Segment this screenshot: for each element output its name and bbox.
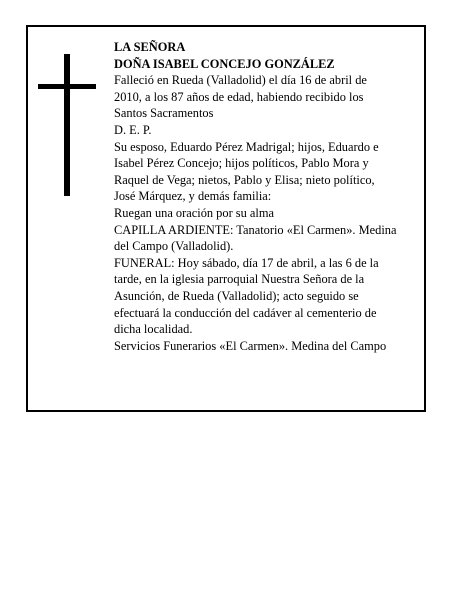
funeral-line: FUNERAL: Hoy sábado, día 17 de abril, a las 6 de la xyxy=(114,255,379,270)
notice-heading: LA SEÑORA xyxy=(114,40,186,54)
death-details-line: Santos Sacramentos xyxy=(114,106,214,121)
chapel-line: CAPILLA ARDIENTE: Tanatorio «El Carmen». Medina xyxy=(114,222,397,237)
rip-line: D. E. P. xyxy=(114,122,152,137)
cross-icon xyxy=(64,54,70,196)
funeral-line: dicha localidad. xyxy=(114,322,193,337)
death-details-line: 2010, a los 87 años de edad, habiendo recibido los xyxy=(114,89,364,104)
funeral-line: Asunción, de Rueda (Valladolid); acto seguido se xyxy=(114,288,359,303)
funeral-services-line: Servicios Funerarios «El Carmen». Medina del Campo xyxy=(114,338,387,353)
deceased-name: DOÑA ISABEL CONCEJO GONZÁLEZ xyxy=(114,56,335,71)
family-line: José Márquez, y demás familia: xyxy=(114,189,272,204)
funeral-line: tarde, en la iglesia parroquial Nuestra Señora de la xyxy=(114,272,365,287)
prayer-request-line: Ruegan una oración por su alma xyxy=(114,205,274,220)
obituary-text xyxy=(114,39,426,354)
funeral-line: efectuará la conducción del cadáver al cementerio de xyxy=(114,305,377,320)
family-line: Raquel de Vega; nietos, Pablo y Elisa; nieto político, xyxy=(114,172,375,187)
family-line: Isabel Pérez Concejo; hijos políticos, Pablo Mora y xyxy=(114,156,369,171)
chapel-line: del Campo (Valladolid). xyxy=(114,239,234,254)
cross-icon-crossbar xyxy=(38,84,96,89)
death-details-line: Falleció en Rueda (Valladolid) el día 16 de abril de xyxy=(114,73,367,88)
family-line: Su esposo, Eduardo Pérez Madrigal; hijos, Eduardo e xyxy=(114,139,379,154)
